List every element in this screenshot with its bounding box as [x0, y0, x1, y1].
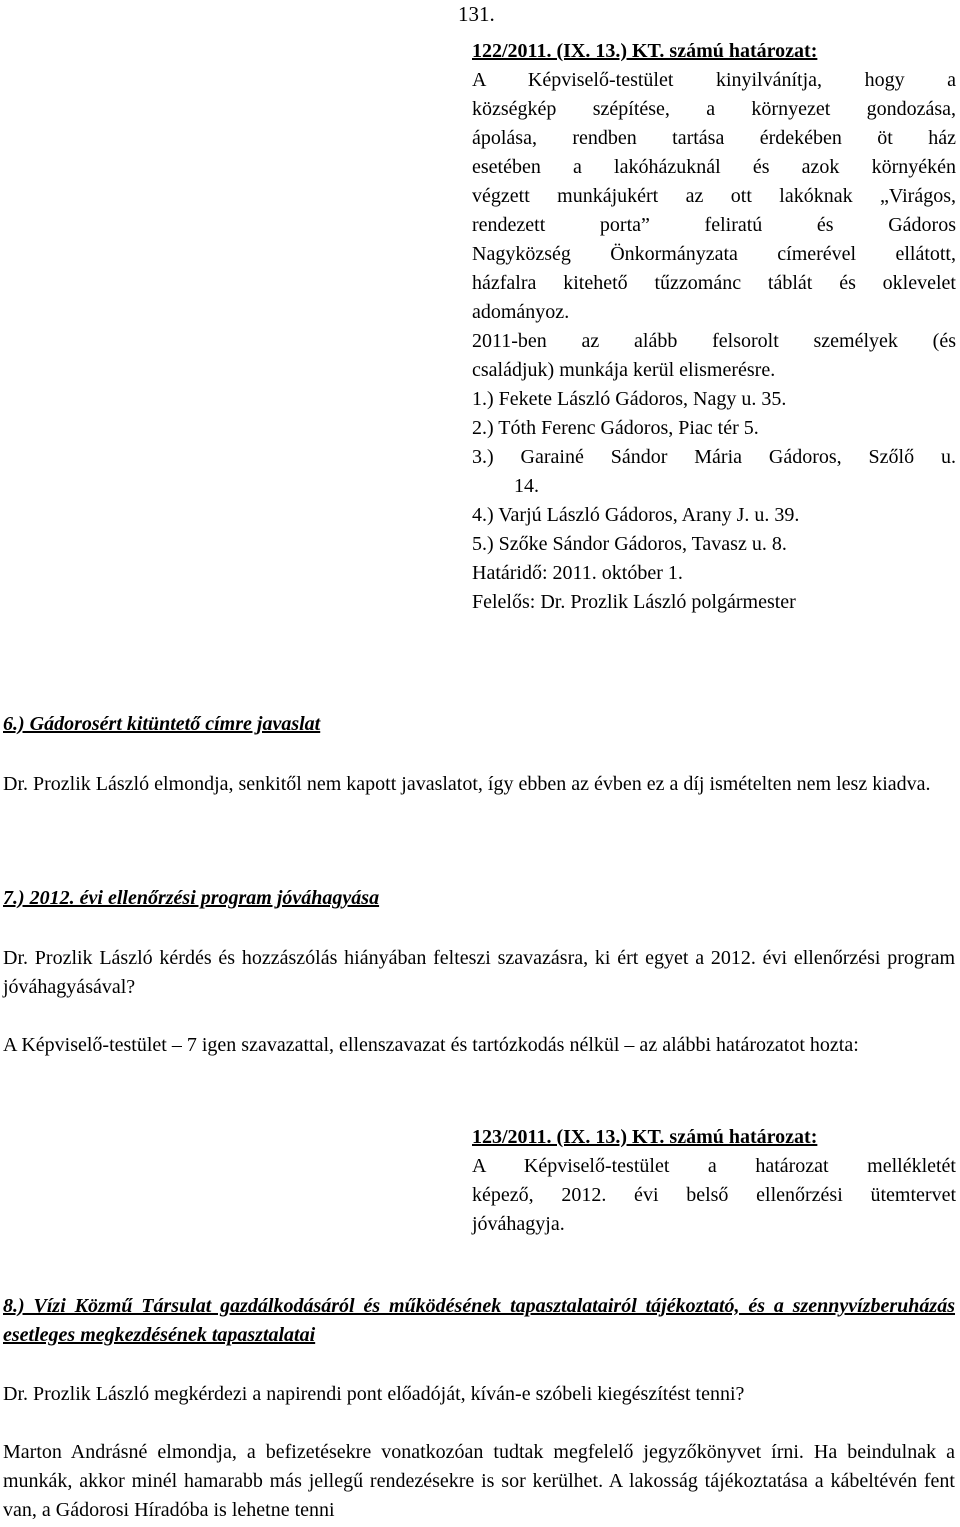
- resolution-122-line: ápolása, rendben tartása érdekében öt ház: [472, 127, 956, 149]
- list-item: 5.) Szőke Sándor Gádoros, Tavasz u. 8.: [472, 533, 787, 555]
- list-item: 4.) Varjú László Gádoros, Arany J. u. 39.: [472, 504, 800, 526]
- list-item: 1.) Fekete László Gádoros, Nagy u. 35.: [472, 388, 787, 410]
- page-number: 131.: [458, 2, 495, 26]
- resolution-122-heading: 122/2011. (IX. 13.) KT. számú határozat:: [472, 40, 818, 62]
- deadline: Határidő: 2011. október 1.: [472, 562, 683, 584]
- list-item: 14.: [514, 475, 539, 497]
- section-8-text-2: Marton Andrásné elmondja, a befizetésekre vonatkozóan tudtak megfelelő jegyzőkönyvet írni. Ha beindulnak a munkák, akkor minél hamarabb más jellegű rendezésekre is sor kerülhet. A lakosság tájékoztatása a kábeltévén fent van, a Gádorosi Híradóba is lehetne tenni: [3, 1441, 955, 1521]
- resolution-122-line: házfalra kitehető tűzzománc táblát és oklevelet: [472, 272, 956, 294]
- section-7-heading: 7.) 2012. évi ellenőrzési program jóváhagyása: [3, 887, 380, 909]
- section-8-heading: 8.) Vízi Közmű Társulat gazdálkodásáról és működésének tapasztalatairól tájékoztató, és a szennyvízberuházás esetleges megkezdésének tapasztalatai: [3, 1295, 955, 1346]
- resolution-122-line: esetében a lakóházuknál és azok környékén: [472, 156, 956, 178]
- section-6-text: Dr. Prozlik László elmondja, senkitől nem kapott javaslatot, így ebben az évben ez a díj ismételten nem lesz kiadva.: [3, 773, 931, 795]
- resolution-122-line: 2011-ben az alább felsorolt személyek (és: [472, 330, 956, 352]
- section-8-text-1: Dr. Prozlik László megkérdezi a napirendi pont előadóját, kíván-e szóbeli kiegészítést tenni?: [3, 1383, 745, 1405]
- resolution-122: [472, 37, 956, 617]
- resolution-122-line: rendezett porta” feliratú és Gádoros: [472, 214, 956, 236]
- section-6-heading: 6.) Gádorosért kitüntető címre javaslat: [3, 713, 321, 735]
- section-7-vote: A Képviselő-testület – 7 igen szavazattal, ellenszavazat és tartózkodás nélkül – az alábbi határozatot hozta:: [3, 1034, 859, 1056]
- resolution-122-line: végzett munkájukért az ott lakóknak „Virágos,: [472, 185, 956, 207]
- list-item: 2.) Tóth Ferenc Gádoros, Piac tér 5.: [472, 417, 759, 439]
- resolution-123-line: A Képviselő-testület a határozat mellékletét: [472, 1155, 956, 1177]
- responsible: Felelős: Dr. Prozlik László polgármester: [472, 591, 796, 613]
- resolution-123-heading: 123/2011. (IX. 13.) KT. számú határozat:: [472, 1126, 818, 1148]
- resolution-122-line: Nagyközség Önkormányzata címerével ellátott,: [472, 243, 956, 265]
- resolution-123: [472, 1123, 956, 1239]
- resolution-123-line: képező, 2012. évi belső ellenőrzési ütemtervet: [472, 1184, 956, 1206]
- resolution-122-line: családjuk) munkája kerül elismerésre.: [472, 359, 776, 381]
- list-item: 3.) Garainé Sándor Mária Gádoros, Szőlő u.: [472, 446, 956, 468]
- resolution-122-line: A Képviselő-testület kinyilvánítja, hogy a: [472, 69, 956, 91]
- resolution-122-line: adományoz.: [472, 301, 570, 323]
- section-7-text: Dr. Prozlik László kérdés és hozzászólás hiányában felteszi szavazásra, ki ért egyet a 2012. évi ellenőrzési program jóváhagyásával?: [3, 947, 955, 998]
- resolution-122-line: községkép szépítése, a környezet gondozása,: [472, 98, 956, 120]
- resolution-123-line: jóváhagyja.: [472, 1213, 565, 1235]
